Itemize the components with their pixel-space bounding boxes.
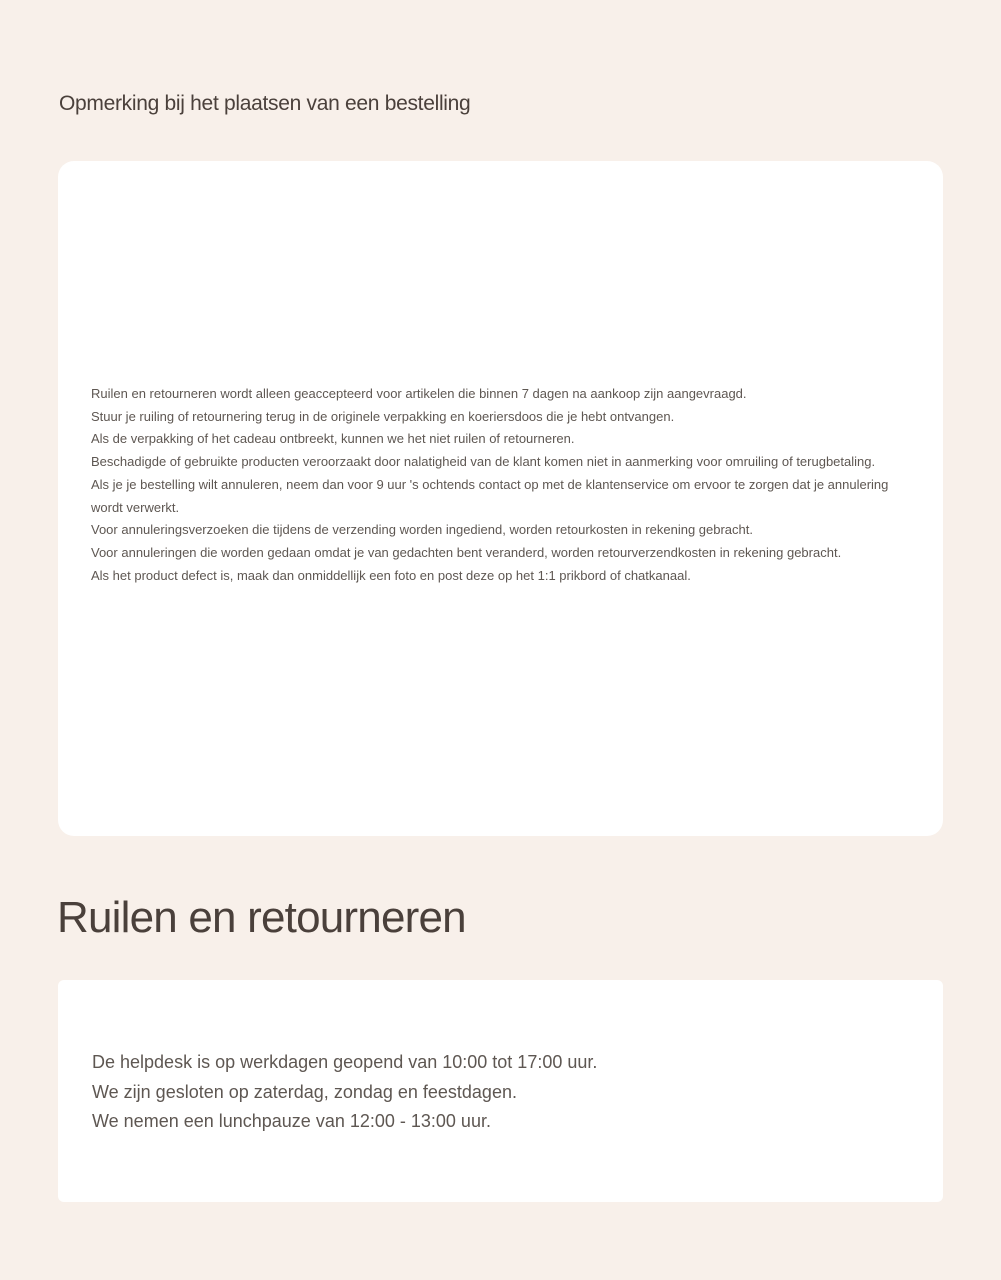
policy-line: Ruilen en retourneren wordt alleen geaccepteerd voor artikelen die binnen 7 dagen na aankoop zijn aangevraagd. [91, 386, 747, 401]
policy-line: Als je je bestelling wilt annuleren, neem dan voor 9 uur 's ochtends contact op met de klantenservice om ervoor te zorgen dat je annulering wordt verwerkt. [91, 476, 889, 515]
order-policy-card [58, 161, 943, 836]
hours-line: We nemen een lunchpauze van 12:00 - 13:00 uur. [92, 1111, 491, 1131]
policy-line: Voor annuleringen die worden gedaan omdat je van gedachten bent veranderd, worden retourverzendkosten in rekening gebracht. [91, 544, 842, 560]
order-note-heading: Opmerking bij het plaatsen van een bestelling [59, 92, 471, 115]
policy-line: Voor annuleringsverzoeken die tijdens de verzending worden ingediend, worden retourkosten in rekening gebracht. [91, 522, 753, 538]
policy-line: Stuur je ruiling of retournering terug in de originele verpakking en koeriersdoos die je hebt ontvangen. [91, 408, 675, 424]
returns-title: Ruilen en retourneren [57, 893, 466, 942]
policy-line: Als het product defect is, maak dan onmiddellijk een foto en post deze op het 1:1 prikbord of chatkanaal. [91, 567, 691, 583]
hours-line: De helpdesk is op werkdagen geopend van 10:00 tot 17:00 uur. [92, 1052, 598, 1072]
helpdesk-hours-card [58, 980, 943, 1202]
hours-list [92, 1048, 597, 1137]
policy-list [91, 383, 901, 587]
policy-line: Beschadigde of gebruikte producten veroorzaakt door nalatigheid van de klant komen niet in aanmerking voor omruiling of terugbetaling. [91, 454, 876, 470]
hours-line: We zijn gesloten op zaterdag, zondag en feestdagen. [92, 1081, 517, 1102]
policy-line: Als de verpakking of het cadeau ontbreekt, kunnen we het niet ruilen of retourneren. [91, 431, 575, 447]
